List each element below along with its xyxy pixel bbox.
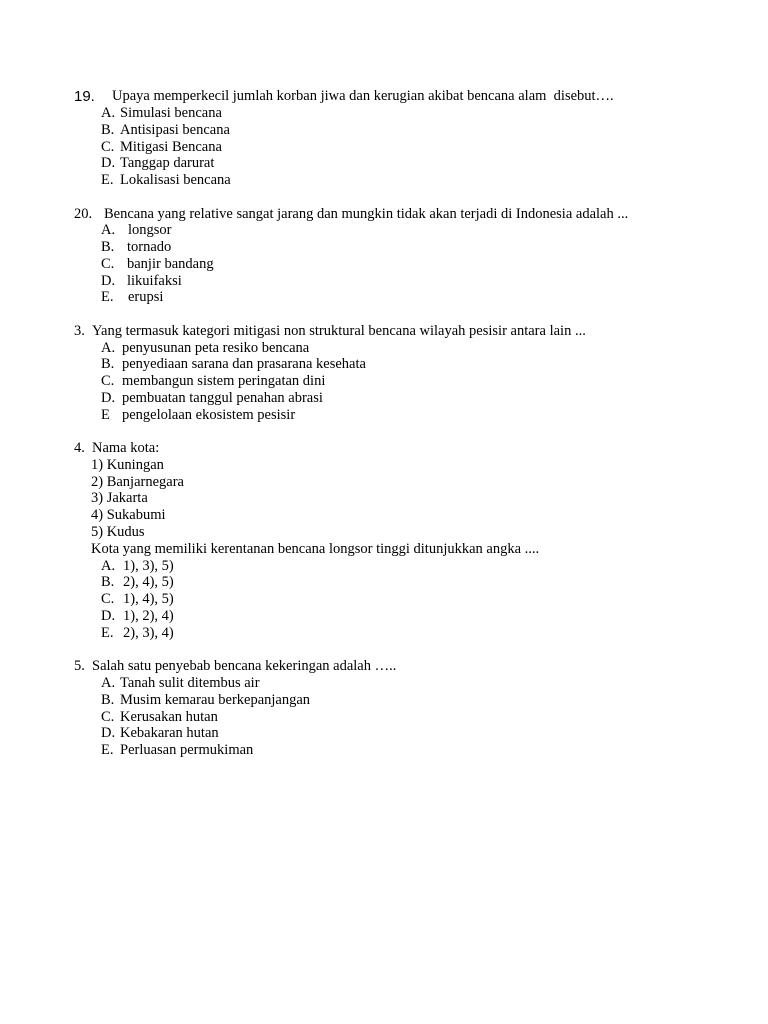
option-letter: D. <box>101 608 116 624</box>
question-text: Nama kota: <box>92 440 160 456</box>
option-text: Kerusakan hutan <box>120 709 218 725</box>
option-text: 1), 3), 5) <box>123 558 174 574</box>
option-letter: B. <box>101 356 115 372</box>
option-text: penyusunan peta resiko bencana <box>122 340 310 356</box>
option-letter: C. <box>101 373 115 389</box>
question-number: 19. <box>74 88 95 105</box>
option-text: Tanah sulit ditembus air <box>120 675 260 691</box>
option-letter: A. <box>101 105 116 121</box>
option-letter: A. <box>101 340 116 356</box>
option-letter: A. <box>101 222 116 238</box>
option-text: pengelolaan ekosistem pesisir <box>122 407 296 423</box>
question-number: 5. <box>74 658 85 674</box>
option-text: longsor <box>128 222 172 238</box>
option-letter: C. <box>101 256 115 272</box>
question-text: Salah satu penyebab bencana kekeringan adalah ….. <box>92 658 397 674</box>
question-number: 3. <box>74 323 85 339</box>
question-prompt: Kota yang memiliki kerentanan bencana longsor tinggi ditunjukkan angka .... <box>91 541 540 557</box>
city-list-item: 5) Kudus <box>91 524 145 540</box>
option-text: 1), 2), 4) <box>123 608 174 624</box>
option-text: membangun sistem peringatan dini <box>122 373 326 389</box>
question-number: 4. <box>74 440 85 456</box>
option-text: pembuatan tanggul penahan abrasi <box>122 390 323 406</box>
option-letter: D. <box>101 390 116 406</box>
option-letter: C. <box>101 139 115 155</box>
option-letter: C. <box>101 591 115 607</box>
option-text: tornado <box>127 239 172 255</box>
option-letter: A. <box>101 675 116 691</box>
option-text: 2), 4), 5) <box>123 574 174 590</box>
option-text: Musim kemarau berkepanjangan <box>120 692 311 708</box>
question-text: Upaya memperkecil jumlah korban jiwa dan kerugian akibat bencana alam disebut…. <box>112 88 614 104</box>
option-text: Simulasi bencana <box>120 105 222 121</box>
option-letter: E. <box>101 172 114 188</box>
option-letter: B. <box>101 239 115 255</box>
option-letter: D. <box>101 273 116 289</box>
option-letter: A. <box>101 558 116 574</box>
option-letter: E. <box>101 289 114 305</box>
option-text: Tanggap darurat <box>120 155 215 171</box>
option-text: Antisipasi bencana <box>120 122 230 138</box>
option-text: penyediaan sarana dan prasarana kesehata <box>122 356 366 372</box>
option-text: 1), 4), 5) <box>123 591 174 607</box>
option-letter: B. <box>101 692 115 708</box>
option-letter: D. <box>101 725 116 741</box>
city-list-item: 4) Sukabumi <box>91 507 166 523</box>
option-text: Mitigasi Bencana <box>120 139 222 155</box>
option-text: Kebakaran hutan <box>120 725 219 741</box>
city-list-item: 3) Jakarta <box>91 490 148 506</box>
option-letter: C. <box>101 709 115 725</box>
option-letter: B. <box>101 122 115 138</box>
option-letter: D. <box>101 155 116 171</box>
option-text: Perluasan permukiman <box>120 742 254 758</box>
question-text: Yang termasuk kategori mitigasi non struktural bencana wilayah pesisir antara lain ... <box>92 323 586 339</box>
option-text: likuifaksi <box>127 273 182 289</box>
option-letter: E. <box>101 625 114 641</box>
option-text: 2), 3), 4) <box>123 625 174 641</box>
option-text: banjir bandang <box>127 256 214 272</box>
city-list-item: 2) Banjarnegara <box>91 474 184 490</box>
city-list-item: 1) Kuningan <box>91 457 164 473</box>
option-letter: E <box>101 407 110 423</box>
question-number: 20. <box>74 206 93 222</box>
option-letter: B. <box>101 574 115 590</box>
option-text: erupsi <box>128 289 164 305</box>
option-text: Lokalisasi bencana <box>120 172 231 188</box>
option-letter: E. <box>101 742 114 758</box>
question-text: Bencana yang relative sangat jarang dan mungkin tidak akan terjadi di Indonesia adalah ... <box>104 206 629 222</box>
